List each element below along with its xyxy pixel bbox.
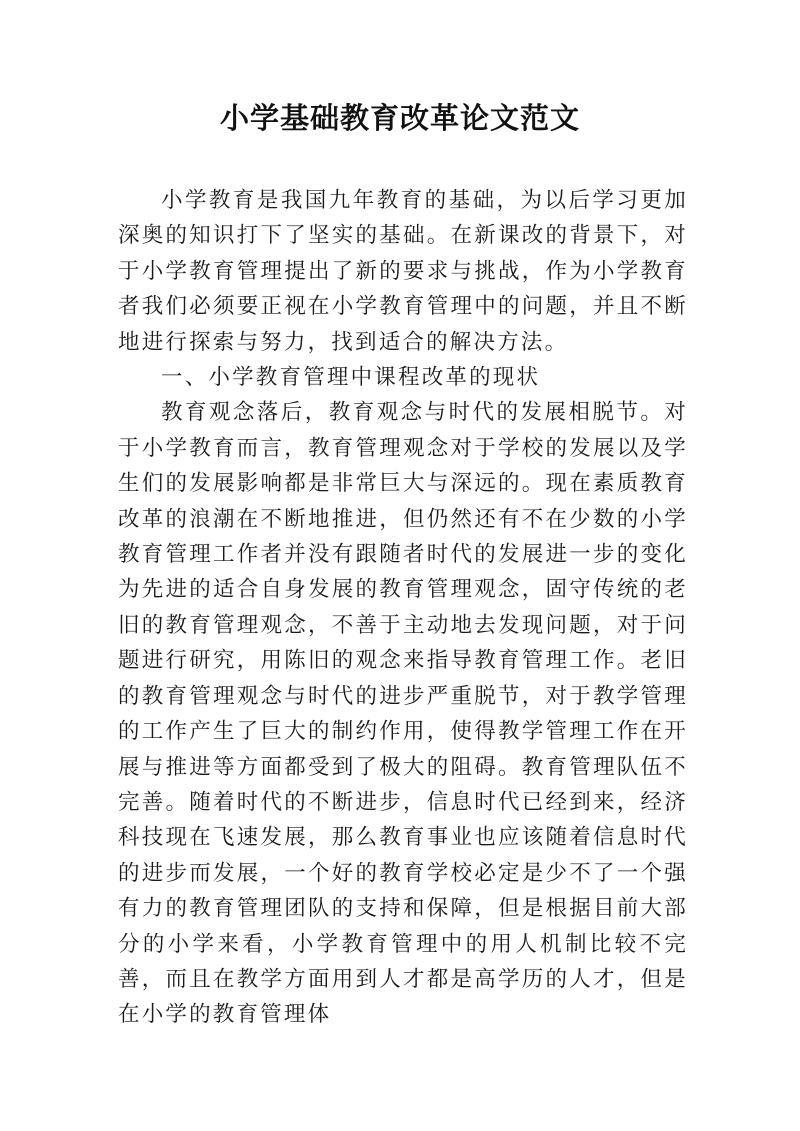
- body-paragraph: 教育观念落后，教育观念与时代的发展相脱节。对于小学教育而言，教育管理观念对于学校的发展以及学生们的发展影响都是非常巨大与深远的。现在素质教育改革的浪潮在不断地推进，但仍然还有不在少数的小学教育管理工作者并没有跟随者时代的发展进一步的变化为先进的适合自身发展的教育管理观念，固守传统的老旧的教育管理观念，不善于主动地去发现问题，对于问题进行研究，用陈旧的观念来指导教育管理工作。老旧的教育管理观念与时代的进步严重脱节，对于教学管理的工作产生了巨大的制约作用，使得教学管理工作在开展与推进等方面都受到了极大的阻碍。教育管理队伍不完善。随着时代的不断进步，信息时代已经到来，经济科技现在飞速发展，那么教育事业也应该随着信息时代的进步而发展，一个好的教育学校必定是少不了一个强有力的教育管理团队的支持和保障，但是根据目前大部分的小学来看，小学教育管理中的用人机制比较不完善，而且在教学方面用到人才都是高学历的人才，但是在小学的教育管理体: [118, 400, 688, 1028]
- intro-paragraph: 小学教育是我国九年教育的基础，为以后学习更加深奥的知识打下了坚实的基础。在新课改的背景下，对于小学教育管理提出了新的要求与挑战，作为小学教育者我们必须要正视在小学教育管理中的问题，并且不断地进行探索与努力，找到适合的解决方法。: [118, 188, 688, 355]
- section-heading: 一、小学教育管理中课程改革的现状: [161, 365, 541, 391]
- document-body: [118, 183, 688, 1033]
- document-title: 小学基础教育改革论文范文: [219, 101, 580, 135]
